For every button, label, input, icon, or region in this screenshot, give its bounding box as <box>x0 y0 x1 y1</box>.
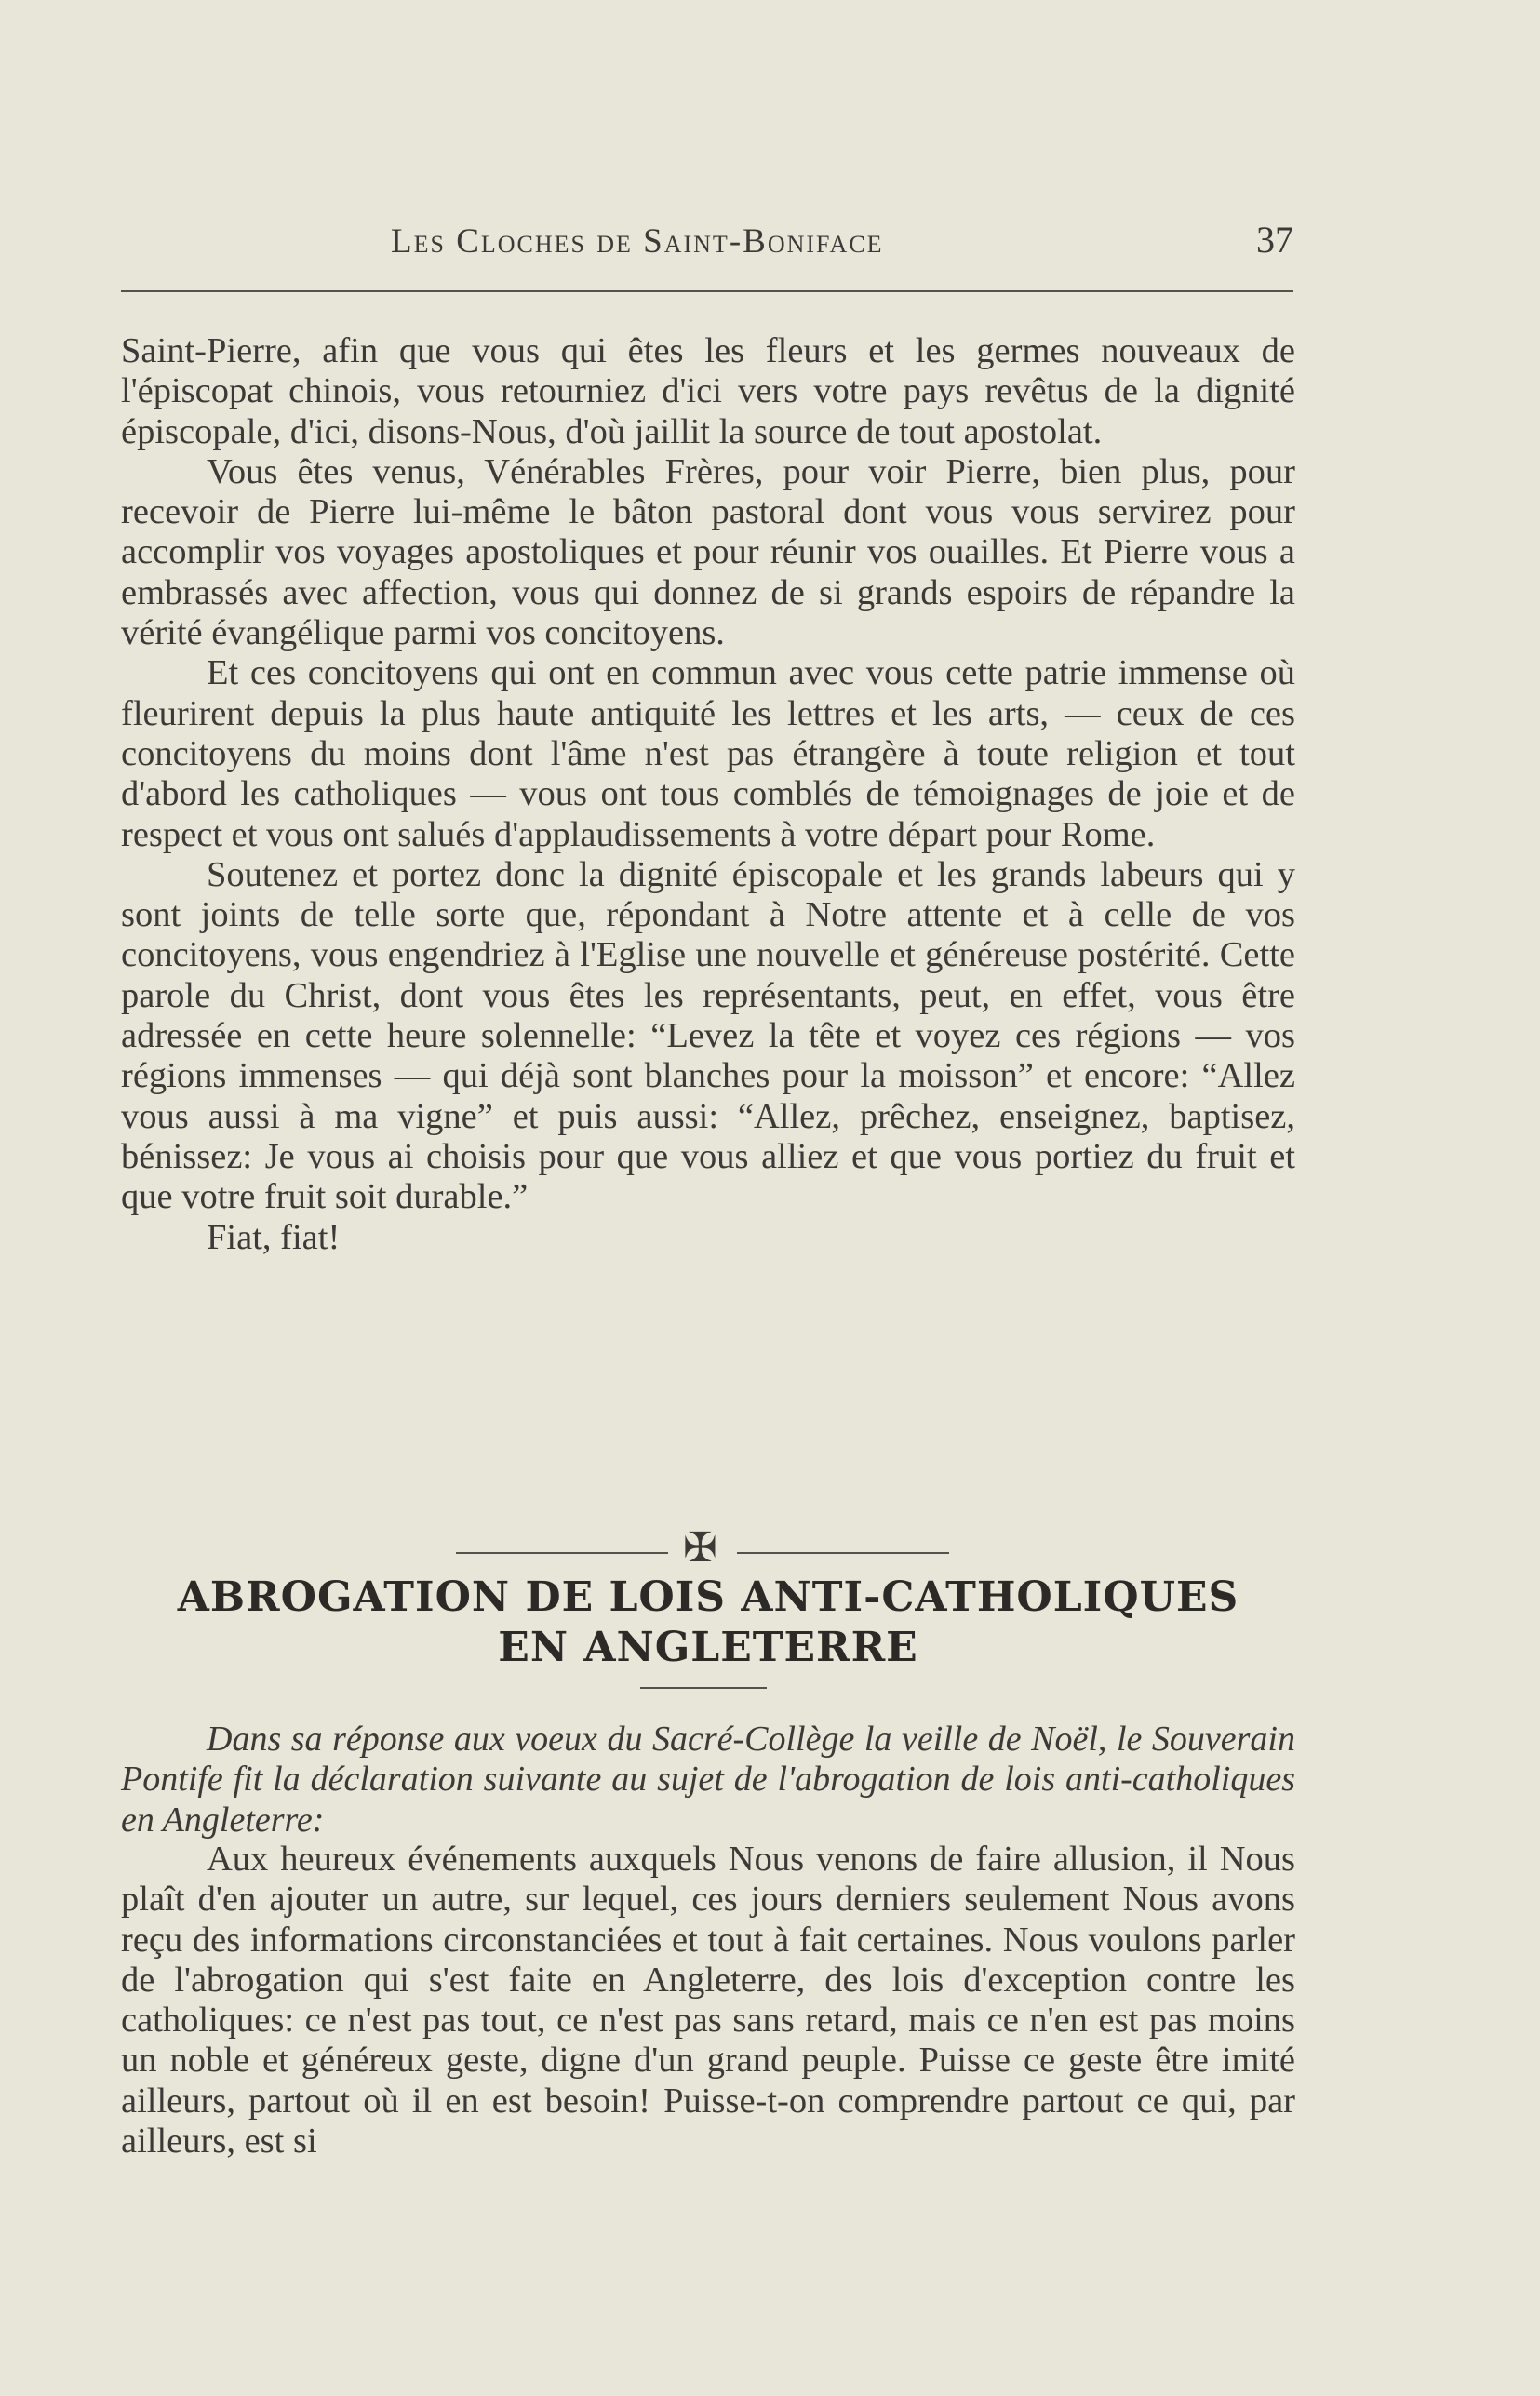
cross-icon: ✠ <box>683 1525 717 1571</box>
body-text <box>121 331 1295 1258</box>
separator-line-right <box>737 1552 949 1554</box>
article-title-line: ABROGATION DE LOIS ANTI-CATHOLIQUES <box>177 1573 1239 1621</box>
article-title-line: EN ANGLETERRE <box>498 1624 918 1671</box>
page-number: 37 <box>1256 219 1293 261</box>
article-title <box>121 1573 1295 1673</box>
article-paragraph: Aux heureux événements auxquels Nous venons de faire allusion, il Nous plaît d'en ajouter un autre, sur lequel, ces jours derniers seulement Nous avons reçu des informations circonstanciées et tout à fait certaines. Nous voulons parler de l'abrogation qui s'est faite en Angleterre, des lois d'exception contre les catholiques: ce n'est pas tout, ce n'est pas sans retard, mais ce n'en est pas moins un noble et généreux geste, digne d'un grand peuple. Puisse ce geste être imité ailleurs, partout où il en est besoin! Puisse-t-on comprendre partout ce qui, par ailleurs, est si <box>121 1840 1295 2162</box>
section-separator <box>456 1525 949 1571</box>
header-rule <box>121 290 1293 292</box>
article-intro: Dans sa réponse aux voeux du Sacré-Collège la veille de Noël, le Souverain Pontife fit la déclaration suivante au sujet de l'abrogation de lois anti-catholiques en Angleterre: <box>121 1720 1295 1840</box>
paragraph: Et ces concitoyens qui ont en commun avec vous cette patrie immense où fleurirent depuis la plus haute antiquité les lettres et les arts, — ceux de ces concitoyens du moins dont l'âme n'est pas étrangère à toute religion et tout d'abord les catholiques — vous ont tous comblés de témoignages de joie et de respect et vous ont salués d'applaudissements à votre départ pour Rome. <box>121 653 1295 854</box>
paragraph: Saint-Pierre, afin que vous qui êtes les fleurs et les germes nouveaux de l'épiscopat chinois, vous retourniez d'ici vers votre pays revêtus de la dignité épiscopale, d'ici, disons-Nous, d'où jaillit la source de tout apostolat. <box>121 331 1295 451</box>
paragraph: Vous êtes venus, Vénérables Frères, pour voir Pierre, bien plus, pour recevoir de Pierre lui-même le bâton pastoral dont vous vous servirez pour accomplir vos voyages apostoliques et pour réunir vos ouailles. Et Pierre vous a embrassés avec affection, vous qui donnez de si grands espoirs de répandre la vérité évangélique parmi vos concitoyens. <box>121 451 1295 653</box>
closing-line: Fiat, fiat! <box>207 1217 341 1257</box>
running-head <box>121 216 1293 272</box>
paragraph: Soutenez et portez donc la dignité épiscopale et les grands labeurs qui y sont joints de telle sorte que, répondant à Notre attente et à celle de vos concitoyens, vous engendriez à l'Eglise une nouvelle et généreuse postérité. Cette parole du Christ, dont vous êtes les représentants, peut, en effet, vous être adressée en cette heure solennelle: “Levez la tête et voyez ces régions — vos régions immenses — qui déjà sont blanches pour la moisson” et encore: “Allez vous aussi à ma vigne” et puis aussi: “Allez, prêchez, enseignez, baptisez, bénissez: Je vous ai choisis pour que vous alliez et que vous portiez du fruit et que votre fruit soit durable.” <box>121 854 1295 1217</box>
running-title: Les Cloches de Saint-Boniface <box>391 222 884 261</box>
separator-line-left <box>456 1552 668 1554</box>
title-rule <box>640 1687 767 1689</box>
